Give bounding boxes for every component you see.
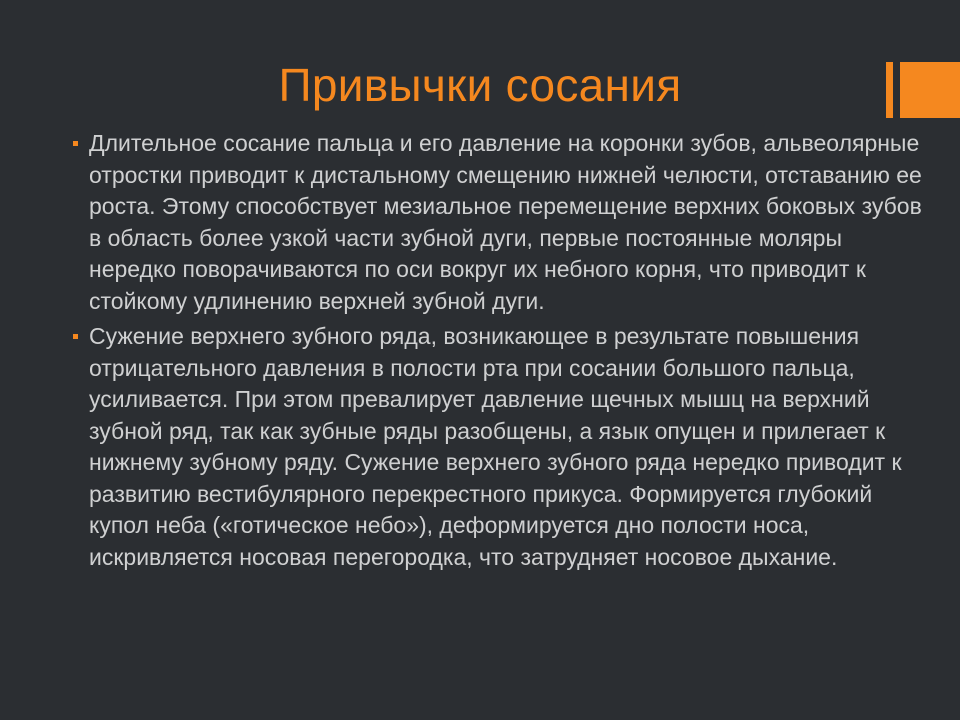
bullet-text: Сужение верхнего зубного ряда, возникающее в результате повышения отрицательного давления в полости рта при сосании большого пальца, усиливается. При этом превалирует давление щечных мышц на верхний зубной ряд, так как зубные ряды разобщены, а язык опущен и прилегает к нижнему зубному ряду. Сужение верхнего зубного ряда нередко приводит к развитию вестибулярного перекрестного прикуса. Формируется глубокий купол неба («готическое небо»), деформируется дно полости носа, искривляется носовая перегородка, что затрудняет носовое дыхание. bbox=[89, 323, 902, 570]
title-accent-bar-thick bbox=[900, 62, 960, 118]
square-bullet-icon bbox=[73, 141, 78, 146]
bullet-list bbox=[72, 128, 932, 577]
bullet-text: Длительное сосание пальца и его давление на коронки зубов, альвеолярные отростки приводит к дистальному смещению нижней челюсти, отставанию ее роста. Этому способствует мезиальное перемещение верхних боковых зубов в область более узкой части зубной дуги, первые постоянные моляры нередко поворачиваются по оси вокруг их небного корня, что приводит к стойкому удлинению верхней зубной дуги. bbox=[89, 130, 922, 314]
square-bullet-icon bbox=[73, 334, 78, 339]
slide-title: Привычки сосания bbox=[278, 59, 682, 111]
title-accent-bar-thin bbox=[886, 62, 893, 118]
bullet-item bbox=[72, 321, 932, 573]
bullet-item bbox=[72, 128, 932, 317]
